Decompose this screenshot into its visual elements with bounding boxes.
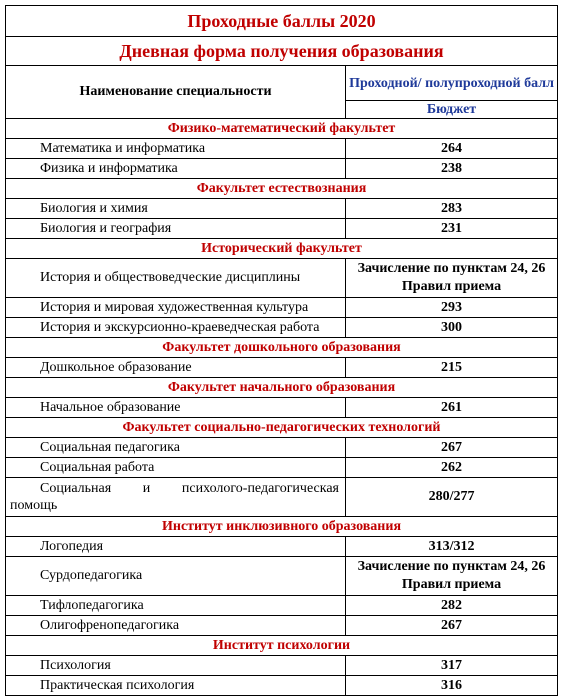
score-column-header: Проходной/ полупроходной балл [346, 66, 558, 101]
passing-score: 313/312 [346, 537, 558, 557]
table-row [6, 557, 558, 596]
faculty-row [6, 378, 558, 398]
table-row [6, 159, 558, 179]
table-row [6, 438, 558, 458]
table-row [6, 139, 558, 159]
faculty-row [6, 179, 558, 199]
table-subtitle: Дневная форма получения образования [6, 37, 558, 66]
specialty-column-header: Наименование специальности [6, 66, 346, 119]
table-row [6, 656, 558, 676]
specialty-name: Практическая психология [6, 676, 346, 696]
passing-score: 316 [346, 676, 558, 696]
budget-column-header: Бюджет [346, 101, 558, 119]
admission-scores-table [5, 5, 558, 696]
passing-score: Зачисление по пунктам 24, 26 Правил приема [346, 259, 558, 298]
specialty-name: Сурдопедагогика [6, 557, 346, 596]
specialty-name: История и экскурсионно-краеведческая работа [6, 318, 346, 338]
table-row [6, 458, 558, 478]
passing-score: 264 [346, 139, 558, 159]
faculty-row [6, 418, 558, 438]
passing-score: 231 [346, 219, 558, 239]
faculty-row [6, 119, 558, 139]
specialty-name: Начальное образование [6, 398, 346, 418]
table-title: Проходные баллы 2020 [6, 6, 558, 37]
passing-score: 282 [346, 596, 558, 616]
faculty-heading: Институт психологии [6, 636, 558, 656]
table-row [6, 616, 558, 636]
specialty-name [6, 478, 346, 517]
specialty-name: Олигофренопедагогика [6, 616, 346, 636]
faculty-heading: Факультет дошкольного образования [6, 338, 558, 358]
specialty-name: Биология и география [6, 219, 346, 239]
specialty-name: Математика и информатика [6, 139, 346, 159]
table-row [6, 199, 558, 219]
specialty-name: Тифлопедагогика [6, 596, 346, 616]
table-row [6, 318, 558, 338]
specialty-name: Логопедия [6, 537, 346, 557]
passing-score: 317 [346, 656, 558, 676]
specialty-name-line2: помощь [10, 498, 58, 513]
faculty-heading: Исторический факультет [6, 239, 558, 259]
specialty-name: История и обществоведческие дисциплины [6, 259, 346, 298]
passing-score: 300 [346, 318, 558, 338]
faculty-heading: Факультет начального образования [6, 378, 558, 398]
specialty-name: Психология [6, 656, 346, 676]
faculty-row [6, 239, 558, 259]
specialty-name: Социальная работа [6, 458, 346, 478]
passing-score: 293 [346, 298, 558, 318]
specialty-name: Дошкольное образование [6, 358, 346, 378]
table-row [6, 358, 558, 378]
specialty-name-line1: Социальная и психолого-педагогическая [40, 481, 339, 496]
faculty-row [6, 636, 558, 656]
passing-score: 238 [346, 159, 558, 179]
table-row [6, 398, 558, 418]
faculty-row [6, 338, 558, 358]
passing-score: 267 [346, 616, 558, 636]
specialty-name: Социальная педагогика [6, 438, 346, 458]
specialty-name: Биология и химия [6, 199, 346, 219]
table-row [6, 478, 558, 517]
faculty-heading: Институт инклюзивного образования [6, 517, 558, 537]
table-row [6, 596, 558, 616]
passing-score: Зачисление по пунктам 24, 26 Правил приема [346, 557, 558, 596]
passing-score: 280/277 [346, 478, 558, 517]
faculty-row [6, 517, 558, 537]
specialty-name: Физика и информатика [6, 159, 346, 179]
faculty-heading: Факультет социально-педагогических технологий [6, 418, 558, 438]
table-row [6, 537, 558, 557]
table-row [6, 298, 558, 318]
table-row [6, 676, 558, 696]
faculty-heading: Факультет естествознания [6, 179, 558, 199]
passing-score: 215 [346, 358, 558, 378]
passing-score: 283 [346, 199, 558, 219]
passing-score: 262 [346, 458, 558, 478]
faculty-heading: Физико-математический факультет [6, 119, 558, 139]
table-row [6, 259, 558, 298]
specialty-name: История и мировая художественная культура [6, 298, 346, 318]
passing-score: 261 [346, 398, 558, 418]
table-row [6, 219, 558, 239]
passing-score: 267 [346, 438, 558, 458]
